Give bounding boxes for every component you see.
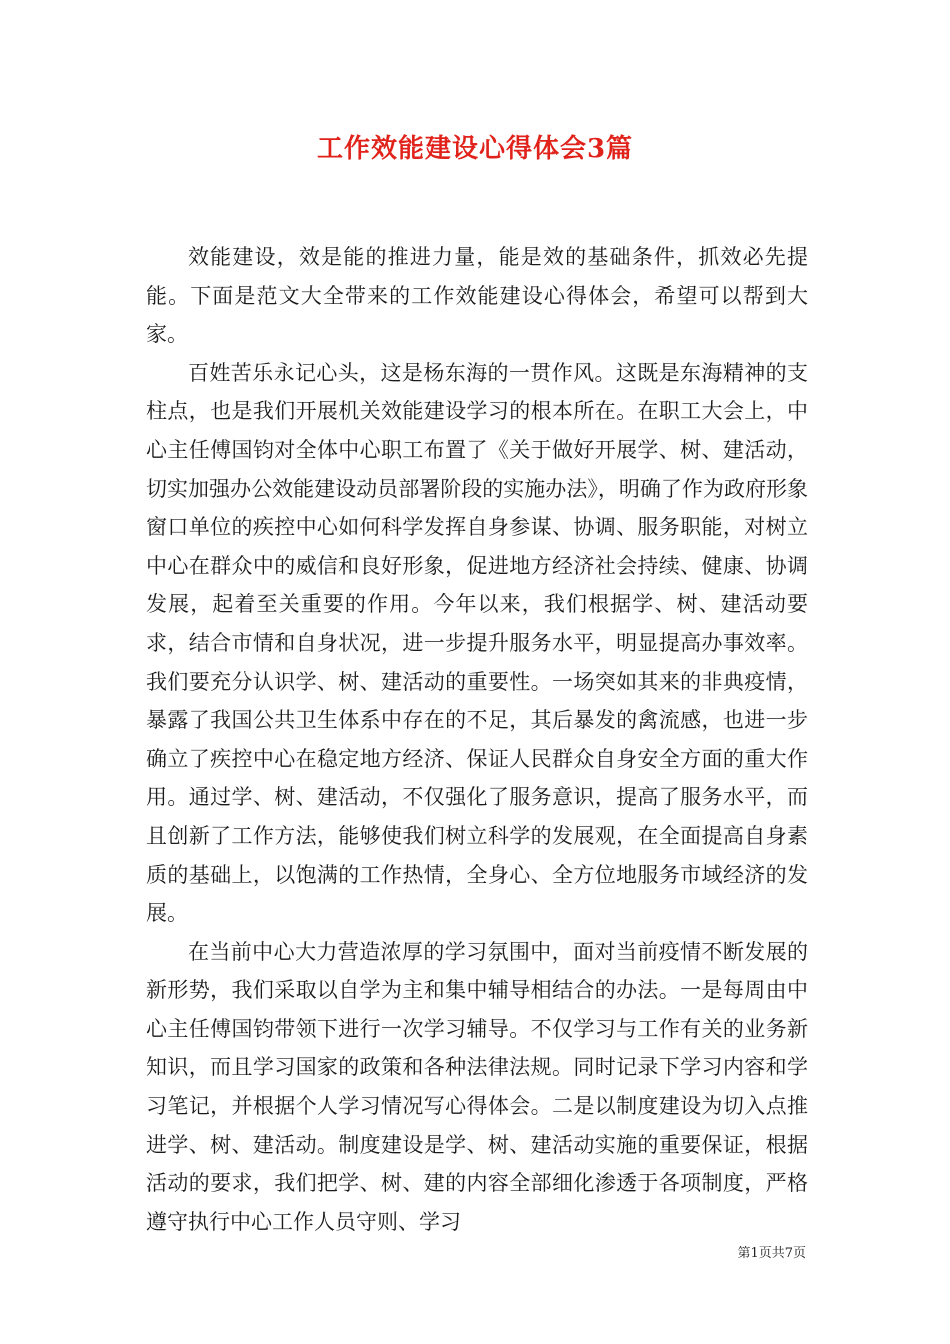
document-body [146,238,808,1241]
paragraph: 效能建设，效是能的推进力量，能是效的基础条件，抓效必先提能。下面是范文大全带来的工作效能建设心得体会，希望可以帮到大家。 [146,245,808,347]
page-number-footer: 第1页共7页 [737,1246,806,1261]
paragraph: 在当前中心大力营造浓厚的学习氛围中，面对当前疫情不断发展的新形势，我们采取以自学为主和集中辅导相结合的办法。一是每周由中心主任傅国钧带领下进行一次学习辅导。不仅学习与工作有关的业务新知识，而且学习国家的政策和各种法律法规。同时记录下学习内容和学习笔记，并根据个人学习情况写心得体会。二是以制度建设为切入点推进学、树、建活动。制度建设是学、树、建活动实施的重要保证，根据活动的要求，我们把学、树、建的内容全部细化渗透于各项制度，严格遵守执行中心工作人员守则、学习 [146,939,808,1234]
paragraph: 百姓苦乐永记心头，这是杨东海的一贯作风。这既是东海精神的支柱点，也是我们开展机关效能建设学习的根本所在。在职工大会上，中心主任傅国钧对全体中心职工布置了《关于做好开展学、树、建活动，切实加强办公效能建设动员部署阶段的实施办法》，明确了作为政府形象窗口单位的疾控中心如何科学发挥自身参谋、协调、服务职能，对树立中心在群众中的威信和良好形象，促进地方经济社会持续、健康、协调发展，起着至关重要的作用。今年以来，我们根据学、树、建活动要求，结合市情和自身状况，进一步提升服务水平，明显提高办事效率。我们要充分认识学、树、建活动的重要性。一场突如其来的非典疫情，暴露了我国公共卫生体系中存在的不足，其后暴发的禽流感，也进一步确立了疾控中心在稳定地方经济、保证人民群众自身安全方面的重大作用。通过学、树、建活动，不仅强化了服务意识，提高了服务水平，而且创新了工作方法，能够使我们树立科学的发展观，在全面提高自身素质的基础上，以饱满的工作热情，全身心、全方位地服务市域经济的发展。 [146,360,808,926]
document-title: 工作效能建设心得体会3篇 [316,134,634,164]
